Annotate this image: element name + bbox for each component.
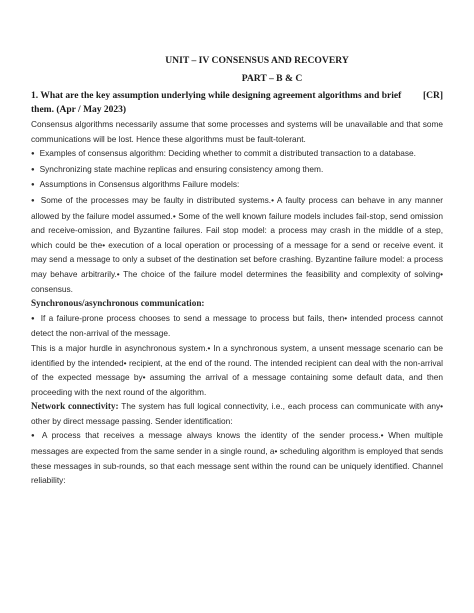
question-tag: [CR] xyxy=(422,91,443,101)
bullet-examples xyxy=(31,146,443,162)
part-title: PART – B & C xyxy=(241,73,303,84)
intro-paragraph: Consensus algorithms necessarily assume that some processes and systems will be unavailable and that some communications will be lost. Hence these algorithms must be fault-tolerant. xyxy=(31,119,443,144)
bullet-examples-text: Examples of consensus algorithm: Deciding whether to commit a distributed transaction to a database. xyxy=(39,148,416,159)
bullet-failure-models-text: Some of the processes may be faulty in distributed systems.• A faulty process can behave in any manner allowed by the failure model assumed.• Some of the well known failure models includes fail-stop, send omission and receive-omission, and Byzantine failures. Fail stop model: a process may crash in the middle of a step, which could be the• execution of a local operation or processing of a message for a send or receive event. it may send a message to only a subset of the destination set before crashing. Byzantine failure model: a process may behave arbitrarily.• The choice of the failure model determines the feasibility and complexity of solving• consensus. xyxy=(31,194,443,294)
bullet-synchronizing xyxy=(31,162,443,178)
sync-heading: Synchronous/asynchronous communication: xyxy=(31,298,205,309)
bullet-failure-prone-text: If a failure-prone process chooses to send a message to process but fails, then• intended process cannot detect the non-arrival of the message. xyxy=(31,312,444,339)
document-content xyxy=(31,54,443,488)
network-label: Network connectivity: xyxy=(31,401,119,412)
bullet-failure-models xyxy=(31,193,443,296)
bullet-sender xyxy=(31,428,443,487)
document-body xyxy=(31,117,443,488)
bullet-assumptions-text: Assumptions in Consensus algorithms Failure models: xyxy=(39,179,240,190)
network-text: The system has full logical connectivity, i.e., each process can communicate with any• other by direct message passing. Sender identification: xyxy=(31,401,443,426)
bullet-assumptions xyxy=(31,177,443,193)
bullet-failure-prone xyxy=(31,311,443,341)
question-text: 1. What are the key assumption underlying while designing agreement algorithms and brief them. (Apr / May 2023) xyxy=(31,91,402,115)
bullet-sender-text: A process that receives a message always knows the identity of the sender process.• When multiple messages are expected from the same sender in a single round, a• scheduling algorithm is employed that sends these messages in sub-rounds, so that each message sent within the round can be uniquely identified. Channel reliability: xyxy=(31,430,444,486)
unit-title: UNIT – IV CONSENSUS AND RECOVERY xyxy=(165,55,349,66)
sync-paragraph: This is a major hurdle in asynchronous system.• In a synchronous system, a unsent message scenario can be identified by the intended• recipient, at the end of the round. The intended recipient can deal with the non-arrival of the expected message by• assuming the arrival of a message containing some default data, and then proceeding with the next round of the algorithm. xyxy=(31,342,443,397)
network-paragraph xyxy=(31,399,443,428)
question-heading xyxy=(31,90,443,117)
bullet-synchronizing-text: Synchronizing state machine replicas and ensuring consistency among them. xyxy=(39,163,324,174)
